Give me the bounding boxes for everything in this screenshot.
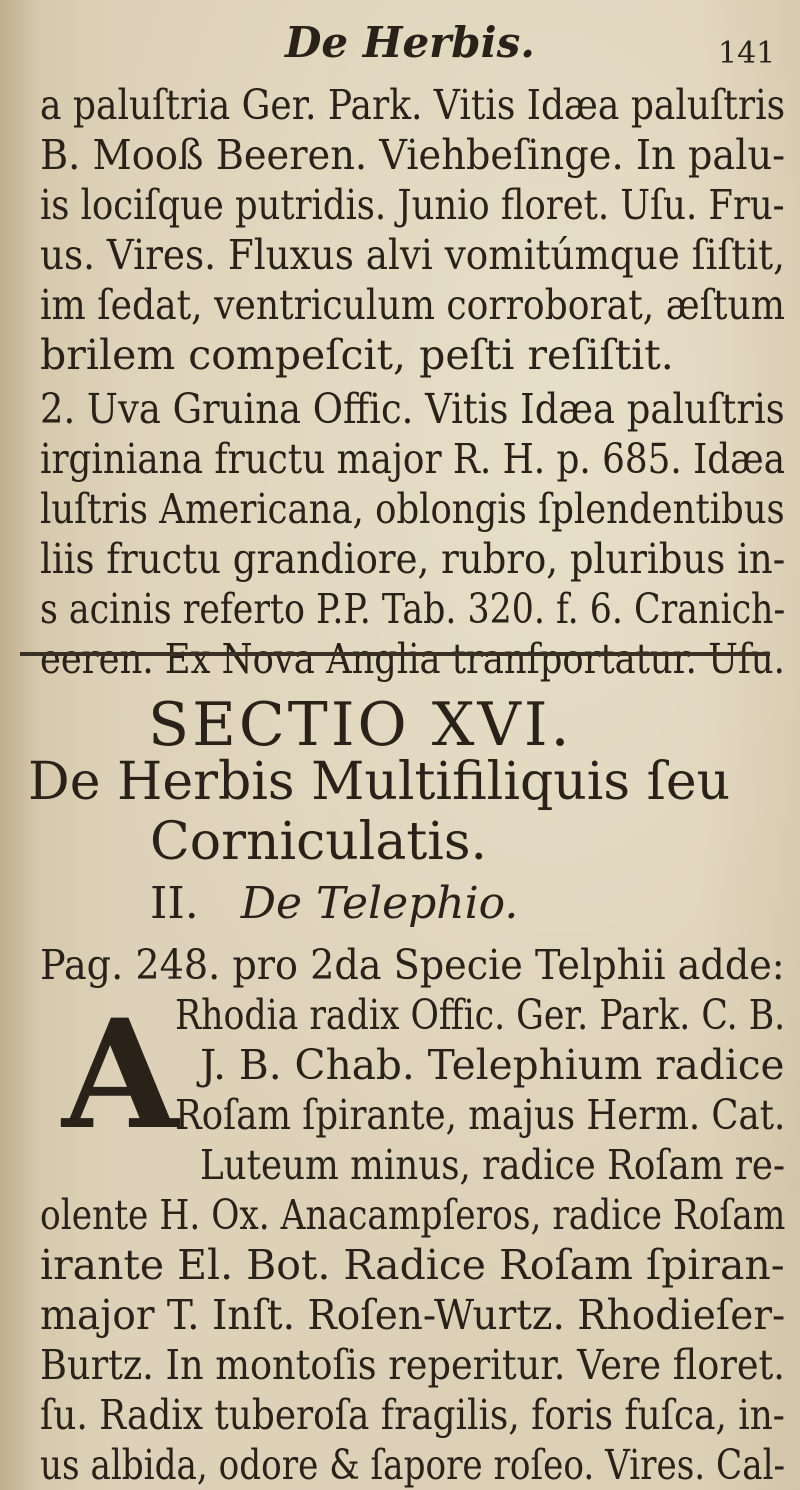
text-line: im ſedat, ventriculum corroborat, æſtum (40, 281, 786, 329)
text-line: major T. Inſt. Roſen-Wurtz. Rhodieſer- (40, 1291, 786, 1339)
text-line: Rhodia radix Offic. Ger. Park. C. B. (175, 991, 786, 1039)
text-line: liis fructu grandiore, rubro, pluribus in- (40, 535, 786, 583)
page-number: 141 (718, 36, 776, 71)
text-line: us. Vires. Fluxus alvi vomitúmque ſiſtit, (40, 231, 786, 279)
text-line: Burtz. In montoſis reperitur. Vere floret. (40, 1341, 785, 1389)
chapter-number: II. (150, 878, 199, 929)
text-line: olente H. Ox. Anacampſeros, radice Roſam (40, 1191, 786, 1239)
text-line: Luteum minus, radice Roſam re- (200, 1141, 786, 1189)
text-line: irginiana fructu major R. H. p. 685. Idæa (40, 435, 786, 483)
text-line: irante El. Bot. Radice Roſam ſpiran- (40, 1241, 785, 1289)
chapter-name: De Telephio. (240, 878, 519, 929)
text-line: brilem compeſcit, peſti reſiſtit. (40, 331, 674, 379)
text-line: us albida, odore & ſapore roſeo. Vires. Cal- (40, 1441, 786, 1489)
section-title-continued: Corniculatis. (150, 812, 488, 872)
section-divider (20, 652, 770, 656)
text-line: is lociſque putridis. Junio floret. Uſu. Fru- (40, 181, 785, 229)
text-line: 2. Uva Gruina Offic. Vitis Idæa paluſtris (40, 385, 785, 433)
text-line: a paluſtria Ger. Park. Vitis Idæa paluſtris (40, 81, 786, 129)
section-heading: SECTIO XVI. (148, 690, 573, 760)
drop-capital: A (62, 987, 179, 1163)
text-line: J. B. Chab. Telephium radice (200, 1041, 785, 1089)
text-line: B. Mooß Beeren. Viehbeſinge. In palu- (40, 131, 786, 179)
text-line: Pag. 248. pro 2da Specie Telphii adde: (40, 941, 785, 989)
text-line: ſu. Radix tuberoſa fragilis, foris fuſca, in- (40, 1391, 785, 1439)
running-header: De Herbis. (285, 18, 535, 67)
text-line: Roſam ſpirante, majus Herm. Cat. (175, 1091, 786, 1139)
section-title: De Herbis Multifiliquis ſeu (28, 752, 731, 812)
text-line: eeren. Ex Nova Anglia tranſportatur. Uſu. (40, 635, 785, 683)
text-line: luſtris Americana, oblongis ſplendentibus (40, 485, 785, 533)
chapter-title (150, 878, 518, 929)
text-line: s acinis referto P.P. Tab. 320. f. 6. Cranich- (40, 585, 786, 633)
